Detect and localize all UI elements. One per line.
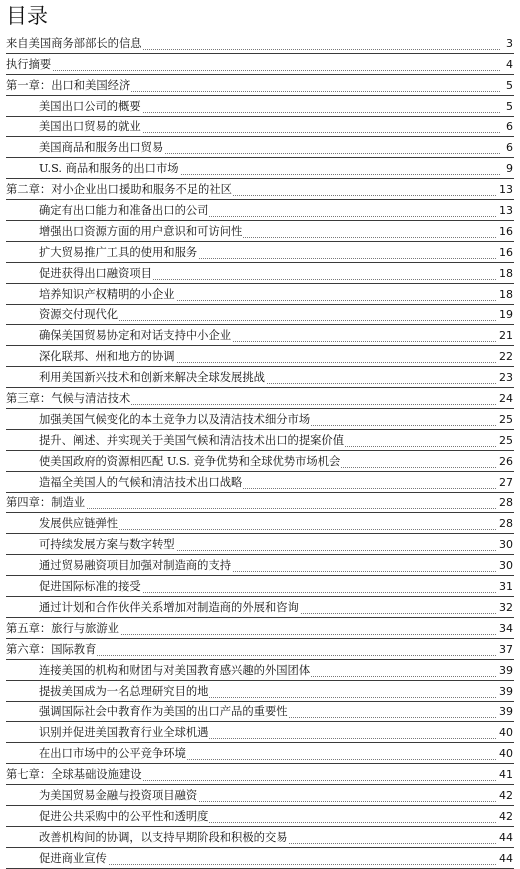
toc-page-number: 18 <box>497 285 513 304</box>
toc-entry-text: 第五章：旅行与旅游业 <box>6 619 120 638</box>
toc-subsection-entry[interactable] <box>6 158 514 179</box>
toc-subsection-entry[interactable] <box>6 534 514 555</box>
toc-chapter-entry[interactable] <box>6 764 514 785</box>
toc-entry-text: 培养知识产权精明的小企业 <box>39 285 176 304</box>
toc-page-number: 39 <box>497 702 513 721</box>
toc-subsection-entry[interactable] <box>6 576 514 597</box>
toc-entry-text: 连接美国的机构和财团与对美国教育感兴趣的外国团体 <box>39 661 311 680</box>
toc-page-number: 5 <box>504 97 513 116</box>
toc-page-number: 37 <box>497 640 513 659</box>
toc-subsection-entry[interactable] <box>6 472 514 493</box>
toc-chapter-entry[interactable] <box>6 75 514 96</box>
toc-page-number: 32 <box>497 598 513 617</box>
toc-chapter-entry[interactable] <box>6 388 514 409</box>
toc-entry-text: 确保美国贸易协定和对话支持中小企业 <box>39 326 232 345</box>
toc-entry-text: 提升、阐述、并实现关于美国气候和清洁技术出口的提案价值 <box>39 431 345 450</box>
toc-page-number: 25 <box>497 431 513 450</box>
toc-entry-text: 使美国政府的资源相匹配 U.S. 竞争优势和全球优势市场机会 <box>39 452 341 471</box>
toc-entry-text: U.S. 商品和服务的出口市场 <box>39 159 180 178</box>
toc-subsection-entry[interactable] <box>6 284 514 305</box>
toc-page-number: 6 <box>504 117 513 136</box>
toc-page-number: 25 <box>497 410 513 429</box>
toc-subsection-entry[interactable] <box>6 242 514 263</box>
toc-entry-text: 第三章：气候与清洁技术 <box>6 389 131 408</box>
toc-subsection-entry[interactable] <box>6 555 514 576</box>
toc-page-number: 13 <box>497 201 513 220</box>
toc-subsection-entry[interactable] <box>6 513 514 534</box>
toc-entry-text: 通过计划和合作伙伴关系增加对制造商的外展和咨询 <box>39 598 300 617</box>
toc-page-number: 5 <box>504 76 513 95</box>
toc-page-number: 9 <box>504 159 513 178</box>
toc-subsection-entry[interactable] <box>6 137 514 158</box>
toc-subsection-entry[interactable] <box>6 263 514 284</box>
toc-entry-text: 第一章：出口和美国经济 <box>6 76 131 95</box>
toc-entry-text: 第六章：国际教育 <box>6 640 97 659</box>
toc-entry-text: 为美国贸易金融与投资项目融资 <box>39 786 198 805</box>
page-title: 目录 <box>6 4 48 28</box>
toc-subsection-entry[interactable] <box>6 221 514 242</box>
toc-subsection-entry[interactable] <box>6 451 514 472</box>
toc-entry-text: 执行摘要 <box>6 55 52 74</box>
toc-entry-text: 提拔美国成为一名总理研究目的地 <box>39 682 209 701</box>
toc-entry-text: 利用美国新兴技术和创新来解决全球发展挑战 <box>39 368 266 387</box>
toc-entry-text: 促进商业宣传 <box>39 849 108 868</box>
toc-chapter-entry[interactable] <box>6 54 514 75</box>
toc-subsection-entry[interactable] <box>6 743 514 764</box>
toc-entry-text: 可持续发展方案与数字转型 <box>39 535 176 554</box>
table-of-contents <box>6 33 514 869</box>
toc-entry-text: 资源交付现代化 <box>39 305 119 324</box>
toc-entry-text: 强调国际社会中教育作为美国的出口产品的重要性 <box>39 702 289 721</box>
toc-chapter-entry[interactable] <box>6 639 514 660</box>
toc-entry-text: 美国出口贸易的就业 <box>39 117 142 136</box>
toc-subsection-entry[interactable] <box>6 848 514 869</box>
toc-entry-text: 在出口市场中的公平竞争环境 <box>39 744 187 763</box>
toc-page-number: 6 <box>504 138 513 157</box>
toc-entry-text: 确定有出口能力和准备出口的公司 <box>39 201 209 220</box>
toc-subsection-entry[interactable] <box>6 722 514 743</box>
toc-entry-text: 改善机构间的协调，以支持早期阶段和积极的交易 <box>39 828 289 847</box>
toc-subsection-entry[interactable] <box>6 597 514 618</box>
dot-leader <box>6 70 500 71</box>
toc-page-number: 24 <box>497 389 513 408</box>
toc-subsection-entry[interactable] <box>6 117 514 138</box>
toc-page-number: 19 <box>497 305 513 324</box>
toc-entry-text: 造福全美国人的气候和清洁技术出口战略 <box>39 473 243 492</box>
toc-entry-text: 促进获得出口融资项目 <box>39 264 153 283</box>
toc-page-number: 44 <box>497 849 513 868</box>
toc-page-number: 28 <box>497 514 513 533</box>
toc-chapter-entry[interactable] <box>6 179 514 200</box>
toc-page-number: 40 <box>497 744 513 763</box>
toc-page-number: 26 <box>497 452 513 471</box>
toc-entry-text: 增强出口资源方面的用户意识和可访问性 <box>39 222 243 241</box>
toc-entry-text: 发展供应链弹性 <box>39 514 119 533</box>
toc-subsection-entry[interactable] <box>6 702 514 723</box>
toc-page-number: 39 <box>497 661 513 680</box>
toc-page-number: 42 <box>497 807 513 826</box>
toc-page-number: 28 <box>497 493 513 512</box>
toc-subsection-entry[interactable] <box>6 367 514 388</box>
toc-page-number: 30 <box>497 556 513 575</box>
toc-page-number: 16 <box>497 243 513 262</box>
toc-entry-text: 第七章：全球基础设施建设 <box>6 765 143 784</box>
toc-subsection-entry[interactable] <box>6 200 514 221</box>
toc-subsection-entry[interactable] <box>6 305 514 326</box>
toc-page-number: 44 <box>497 828 513 847</box>
toc-page-number: 41 <box>497 765 513 784</box>
toc-entry-text: 促进公共采购中的公平性和透明度 <box>39 807 209 826</box>
toc-entry-text: 美国商品和服务出口贸易 <box>39 138 164 157</box>
toc-page-number: 21 <box>497 326 513 345</box>
toc-subsection-entry[interactable] <box>6 785 514 806</box>
toc-page-number: 4 <box>504 55 513 74</box>
toc-entry-text: 美国出口公司的概要 <box>39 97 142 116</box>
toc-chapter-entry[interactable] <box>6 33 514 54</box>
toc-page-number: 13 <box>497 180 513 199</box>
toc-subsection-entry[interactable] <box>6 660 514 681</box>
toc-subsection-entry[interactable] <box>6 96 514 117</box>
toc-subsection-entry[interactable] <box>6 681 514 702</box>
toc-page-number: 18 <box>497 264 513 283</box>
toc-subsection-entry[interactable] <box>6 409 514 430</box>
toc-page-number: 30 <box>497 535 513 554</box>
toc-page-number: 31 <box>497 577 513 596</box>
toc-entry-text: 来自美国商务部部长的信息 <box>6 34 143 53</box>
toc-subsection-entry[interactable] <box>6 806 514 827</box>
toc-entry-text: 扩大贸易推广工具的使用和服务 <box>39 243 198 262</box>
toc-page-number: 27 <box>497 473 513 492</box>
toc-entry-text: 促进国际标准的接受 <box>39 577 142 596</box>
toc-entry-text: 通过贸易融资项目加强对制造商的支持 <box>39 556 232 575</box>
toc-entry-text: 深化联邦、州和地方的协调 <box>39 347 176 366</box>
toc-page-number: 34 <box>497 619 513 638</box>
toc-page-number: 22 <box>497 347 513 366</box>
toc-page-number: 40 <box>497 723 513 742</box>
dot-leader <box>39 864 500 865</box>
toc-subsection-entry[interactable] <box>6 346 514 367</box>
toc-page-number: 39 <box>497 682 513 701</box>
toc-entry-text: 第二章：对小企业出口援助和服务不足的社区 <box>6 180 233 199</box>
toc-page-number: 23 <box>497 368 513 387</box>
toc-entry-text: 加强美国气候变化的本土竞争力以及清洁技术细分市场 <box>39 410 311 429</box>
toc-subsection-entry[interactable] <box>6 430 514 451</box>
toc-page-number: 42 <box>497 786 513 805</box>
toc-entry-text: 第四章：制造业 <box>6 493 86 512</box>
toc-subsection-entry[interactable] <box>6 325 514 346</box>
toc-page-number: 16 <box>497 222 513 241</box>
toc-chapter-entry[interactable] <box>6 493 514 514</box>
toc-page-number: 3 <box>504 34 513 53</box>
toc-subsection-entry[interactable] <box>6 827 514 848</box>
toc-entry-text: 识别并促进美国教育行业全球机遇 <box>39 723 209 742</box>
toc-chapter-entry[interactable] <box>6 618 514 639</box>
